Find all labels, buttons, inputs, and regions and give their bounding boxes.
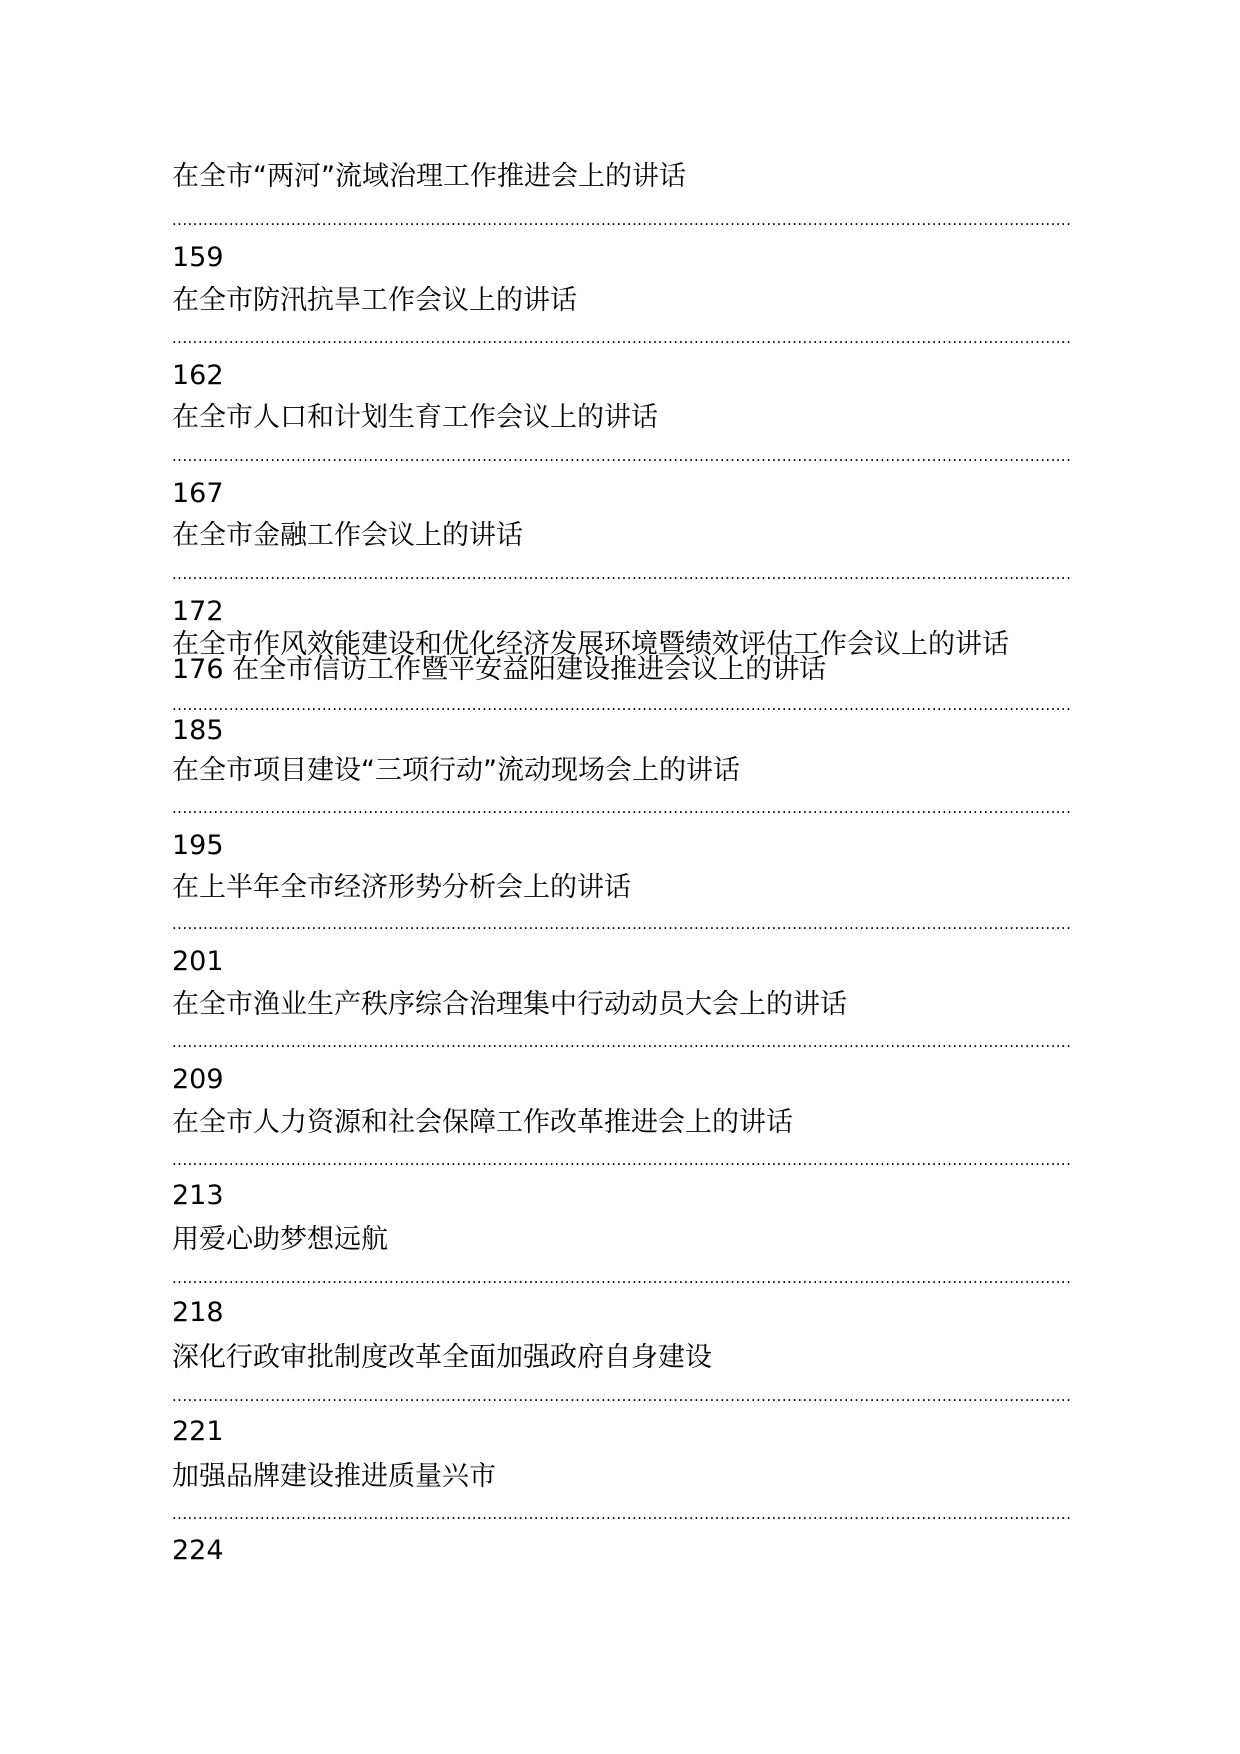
dot-leader	[172, 697, 1072, 713]
dot-leader	[172, 1270, 1072, 1286]
toc-entry-title[interactable]: 用爱心助梦想远航	[172, 1224, 388, 1255]
dot-leader	[172, 448, 1072, 464]
toc-page-number: 221	[172, 1416, 224, 1447]
toc-page-number: 167	[172, 478, 224, 509]
toc-entry-title[interactable]: 176 在全市信访工作暨平安益阳建设推进会议上的讲话	[172, 654, 827, 685]
toc-page-number: 185	[172, 715, 224, 746]
toc-page-number: 218	[172, 1297, 224, 1328]
toc-page-number: 172	[172, 596, 224, 627]
toc-page-number: 213	[172, 1180, 224, 1211]
dot-leader	[172, 1152, 1072, 1168]
dot-leader	[172, 330, 1072, 346]
dot-leader	[172, 1506, 1072, 1522]
toc-entry-title[interactable]: 加强品牌建设推进质量兴市	[172, 1461, 496, 1492]
toc-entry-title[interactable]: 在全市项目建设“三项行动”流动现场会上的讲话	[172, 755, 740, 786]
toc-page-number: 201	[172, 946, 224, 977]
dot-leader	[172, 800, 1072, 816]
toc-entry-title[interactable]: 在全市渔业生产秩序综合治理集中行动动员大会上的讲话	[172, 989, 847, 1020]
toc-entry-title[interactable]: 在全市作风效能建设和优化经济发展环境暨绩效评估工作会议上的讲话	[172, 629, 1009, 660]
toc-entry-title[interactable]: 在全市“两河”流域治理工作推进会上的讲话	[172, 161, 686, 192]
toc-page-number: 195	[172, 830, 224, 861]
dot-leader	[172, 566, 1072, 582]
toc-entry-title[interactable]: 在全市人力资源和社会保障工作改革推进会上的讲话	[172, 1107, 793, 1138]
toc-page-number: 224	[172, 1535, 224, 1566]
toc-page-number: 162	[172, 360, 224, 391]
toc-entry-title[interactable]: 在全市人口和计划生育工作会议上的讲话	[172, 402, 658, 433]
toc-entry-title[interactable]: 在上半年全市经济形势分析会上的讲话	[172, 872, 631, 903]
dot-leader	[172, 916, 1072, 932]
toc-entry-title[interactable]: 深化行政审批制度改革全面加强政府自身建设	[172, 1342, 712, 1373]
toc-entry-title[interactable]: 在全市防汛抗旱工作会议上的讲话	[172, 285, 577, 316]
toc-page-number: 159	[172, 242, 224, 273]
toc-page-number: 209	[172, 1064, 224, 1095]
dot-leader	[172, 1388, 1072, 1404]
toc-entry-title[interactable]: 在全市金融工作会议上的讲话	[172, 520, 523, 551]
dot-leader	[172, 212, 1072, 228]
dot-leader	[172, 1034, 1072, 1050]
